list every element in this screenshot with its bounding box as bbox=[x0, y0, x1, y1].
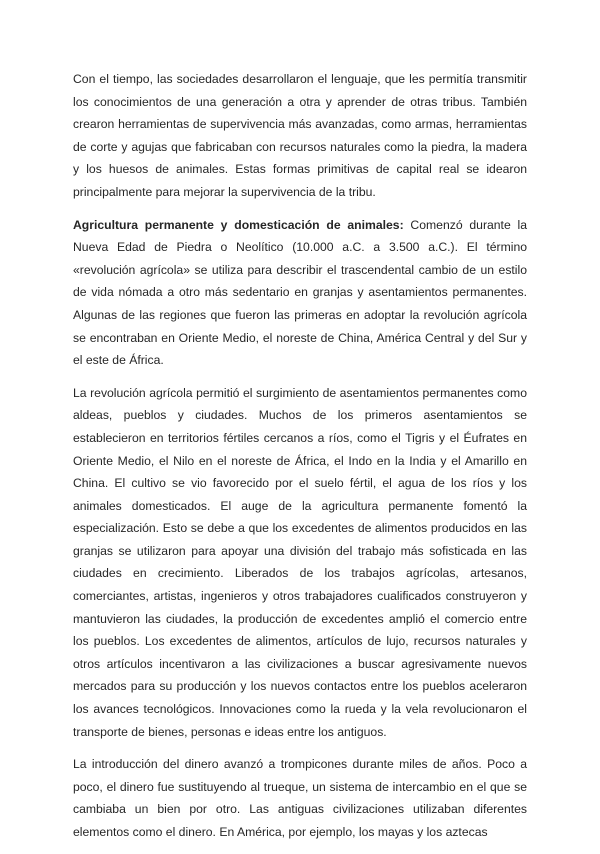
section-heading: Agricultura permanente y domesticación de animales: bbox=[73, 217, 404, 232]
paragraph-text: Comenzó durante la Nueva Edad de Piedra o Neolítico (10.000 a.C. a 3.500 a.C.). El término «revolución agrícola» se utiliza para describir el trascendental cambio de un estilo de vida nómada a otro más sedentario en granjas y asentamientos permanentes. Algunas de las regiones que fueron las primeras en adoptar la revolución agrícola se encontraban en Oriente Medio, el noreste de China, América Central y del Sur y el este de África. bbox=[73, 217, 528, 368]
paragraph-text: La revolución agrícola permitió el surgimiento de asentamientos permanentes como aldeas, pueblos y ciudades. Muchos de los primeros asentamientos se establecieron en territorios fértiles cercanos a ríos, como el Tigris y el Éufrates en Oriente Medio, el Nilo en el noreste de África, el Indo en la India y el Amarillo en China. El cultivo se vio favorecido por el suelo fértil, el agua de los ríos y los animales domesticados. El auge de la agricultura permanente fomentó la especialización. Esto se debe a que los excedentes de alimentos producidos en las granjas se utilizaron para apoyar una división del trabajo más sofisticada en las ciudades en crecimiento. Liberados de los trabajos agrícolas, artesanos, comerciantes, artistas, ingenieros y otros trabajadores cualificados construyeron y mantuvieron las ciudades, la producción de excedentes amplió el comercio entre los pueblos. Los excedentes de alimentos, artículos de lujo, recursos naturales y otros artículos incentivaron a las civilizaciones a buscar agresivamente nuevos mercados para su producción y los nuevos contactos entre los pueblos aceleraron los avances tecnológicos. Innovaciones como la rueda y la vela revolucionaron el transporte de bienes, personas e ideas entre los antiguos. bbox=[73, 385, 527, 739]
paragraph-text: Con el tiempo, las sociedades desarrollaron el lenguaje, que les permitía transmitir los conocimientos de una generación a otra y aprender de otras tribus. También crearon herramientas de supervivencia más avanzadas, como armas, herramientas de corte y agujas que fabricaban con recursos naturales como la piedra, la madera y los huesos de animales. Estas formas primitivas de capital real se idearon principalmente para mejorar la supervivencia de la tribu. bbox=[73, 72, 527, 199]
paragraph-money-introduction bbox=[73, 753, 527, 843]
paragraph-agriculture bbox=[73, 214, 527, 372]
paragraph-text: La introducción del dinero avanzó a trompicones durante miles de años. Poco a poco, el dinero fue sustituyendo al trueque, un sistema de intercambio en el que se cambiaba un bien por otro. Las antiguas civilizaciones utilizaban diferentes elementos como el dinero. En América, por ejemplo, los mayas y los aztecas bbox=[73, 757, 527, 839]
paragraph-social-development bbox=[73, 68, 527, 204]
paragraph-agricultural-revolution bbox=[73, 382, 527, 744]
document-body bbox=[73, 68, 527, 854]
